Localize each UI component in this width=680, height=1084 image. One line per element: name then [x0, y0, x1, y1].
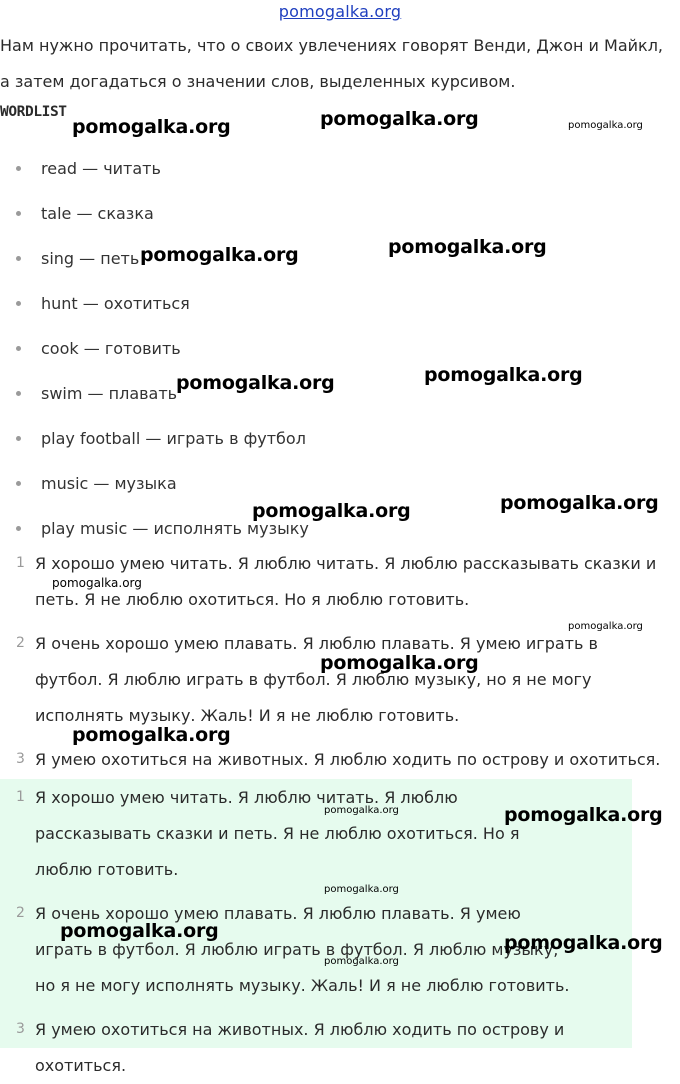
watermark: pomogalka.org	[52, 576, 142, 590]
wordlist-item	[0, 146, 660, 191]
wordlist-item	[0, 461, 660, 506]
watermark: pomogalka.org	[568, 621, 643, 632]
answer-text: Я хорошо умею читать. Я люблю читать. Я люблю рассказывать сказки и петь. Я не люблю охотиться. Но я люблю готовить.	[35, 554, 657, 609]
watermark: pomogalka.org	[140, 244, 299, 266]
answer-number: 3	[16, 751, 25, 767]
site-logo-link[interactable]: pomogalka.org	[278, 2, 402, 21]
wordlist-item	[0, 371, 660, 416]
bullet-icon	[16, 346, 21, 351]
bullet-icon	[16, 211, 21, 216]
wordlist-item-text: tale — сказка	[41, 204, 154, 223]
watermark: pomogalka.org	[176, 372, 335, 394]
wordlist-title: WORDLIST	[0, 104, 67, 120]
watermark: pomogalka.org	[500, 492, 659, 514]
watermark: pomogalka.org	[424, 364, 583, 386]
answer-item	[0, 626, 670, 734]
wordlist	[0, 146, 660, 551]
watermark: pomogalka.org	[568, 120, 643, 131]
answer-text: Я хорошо умею читать. Я люблю читать. Я люблю рассказывать сказки и петь. Я не люблю охотиться. Но я люблю готовить.	[35, 788, 520, 879]
answer-number: 1	[16, 555, 25, 571]
wordlist-item-text: cook — готовить	[41, 339, 181, 358]
answer-item	[0, 742, 670, 778]
bullet-icon	[16, 481, 21, 486]
watermark: pomogalka.org	[504, 932, 663, 954]
watermark: pomogalka.org	[60, 920, 219, 942]
highlighted-answer-item	[0, 780, 600, 888]
watermark: pomogalka.org	[324, 884, 399, 895]
highlighted-answer-item	[0, 896, 600, 1004]
wordlist-item-text: hunt — охотиться	[41, 294, 190, 313]
watermark: pomogalka.org	[72, 116, 231, 138]
wordlist-item	[0, 326, 660, 371]
intro-paragraph: Нам нужно прочитать, что о своих увлечениях говорят Венди, Джон и Майкл, а затем догадаться о значении слов, выделенных курсивом.	[0, 36, 664, 91]
bullet-icon	[16, 436, 21, 441]
answer-text: Я очень хорошо умею плавать. Я люблю плавать. Я умею играть в футбол. Я люблю играть в футбол. Я люблю музыку, но я не могу исполнять музыку. Жаль! И я не люблю готовить.	[35, 634, 598, 725]
answer-list	[0, 546, 670, 778]
watermark: pomogalka.org	[388, 236, 547, 258]
wordlist-item	[0, 506, 660, 551]
watermark: pomogalka.org	[324, 956, 399, 967]
answer-number: 1	[16, 789, 25, 805]
watermark: pomogalka.org	[72, 724, 231, 746]
highlighted-answers-panel	[0, 779, 632, 1075]
wordlist-item	[0, 191, 660, 236]
answer-text: Я умею охотиться на животных. Я люблю ходить по острову и охотиться.	[35, 1020, 565, 1075]
wordlist-item-text: read — читать	[41, 159, 161, 178]
answer-text: Я очень хорошо умею плавать. Я люблю плавать. Я умею играть в футбол. Я люблю играть в футбол. Я люблю музыку, но я не могу исполнять музыку. Жаль! И я не люблю готовить.	[35, 904, 570, 995]
wordlist-item	[0, 236, 660, 281]
watermark: pomogalka.org	[252, 500, 411, 522]
watermark: pomogalka.org	[324, 805, 399, 816]
answer-text: Я умею охотиться на животных. Я люблю ходить по острову и охотиться.	[35, 750, 661, 769]
bullet-icon	[16, 391, 21, 396]
watermark: pomogalka.org	[320, 108, 479, 130]
answer-number: 2	[16, 905, 25, 921]
bullet-icon	[16, 256, 21, 261]
wordlist-item	[0, 281, 660, 326]
wordlist-item-text: play football — играть в футбол	[41, 429, 306, 448]
highlighted-answer-item	[0, 1012, 600, 1084]
wordlist-item-text: music — музыка	[41, 474, 177, 493]
answer-item	[0, 546, 670, 618]
watermark: pomogalka.org	[504, 804, 663, 826]
answer-number: 3	[16, 1021, 25, 1037]
wordlist-item	[0, 416, 660, 461]
watermark: pomogalka.org	[320, 652, 479, 674]
wordlist-item-text: play music — исполнять музыку	[41, 519, 309, 538]
bullet-icon	[16, 166, 21, 171]
bullet-icon	[16, 301, 21, 306]
wordlist-item-text: sing — петь	[41, 249, 140, 268]
bullet-icon	[16, 526, 21, 531]
answer-number: 2	[16, 635, 25, 651]
wordlist-item-text: swim — плавать	[41, 384, 178, 403]
